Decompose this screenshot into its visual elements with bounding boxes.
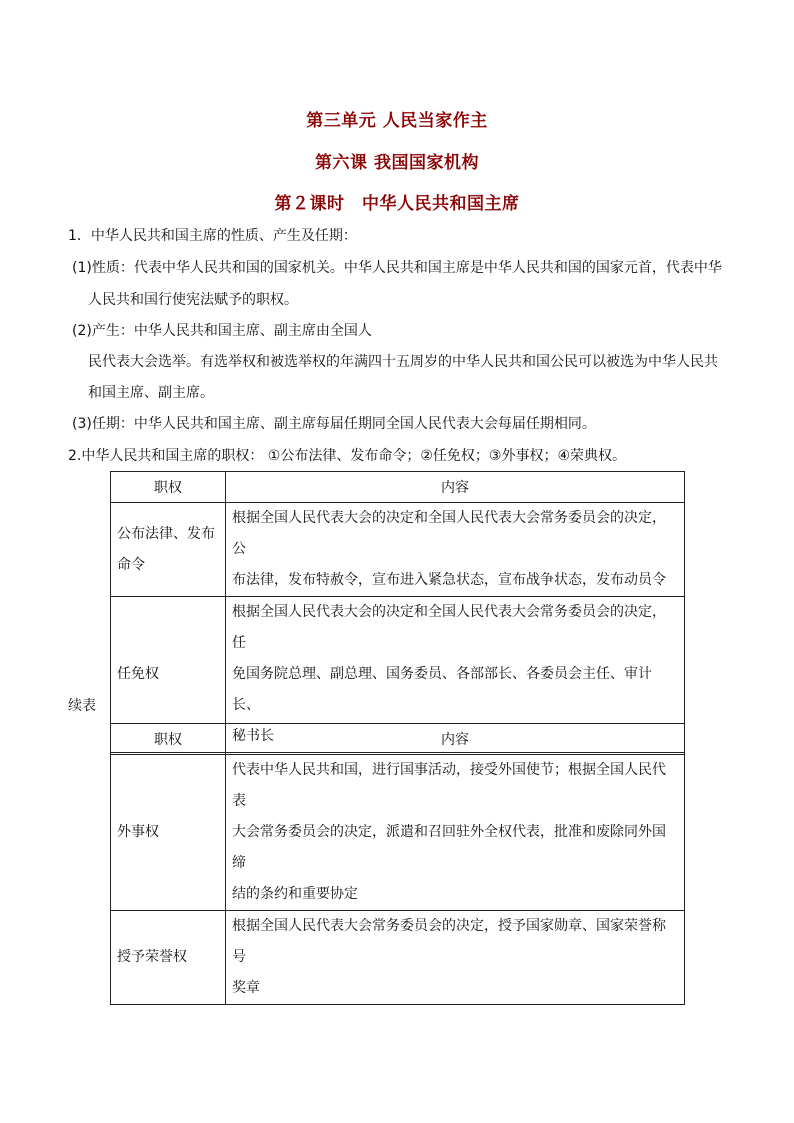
table-row xyxy=(111,503,685,597)
content-line: 根据全国人民代表大会常务委员会的决定，授予国家勋章、国家荣誉称号 xyxy=(232,918,666,965)
term-line: (3)任期：中华人民共和国主席、副主席每届任期同全国人民代表大会每届任期相同。 xyxy=(72,416,596,432)
power-line: 授予荣誉权 xyxy=(117,949,187,965)
content-cell xyxy=(226,503,685,597)
origin-line-1: (2)产生：中华人民共和国主席、副主席由全国人 xyxy=(72,323,372,339)
origin-line-3: 和国主席、副主席。 xyxy=(88,385,214,401)
power-line: 命令 xyxy=(117,556,145,573)
content-line: 布法律，发布特赦令，宣布进入紧急状态，宣布战争状态，发布动员令 xyxy=(232,572,666,588)
content-cell xyxy=(226,911,685,1005)
content-line: 根据全国人民代表大会的决定和全国人民代表大会常务委员会的决定，公 xyxy=(232,510,666,557)
section2-title: 2.中华人民共和国主席的职权： ①公布法律、发布命令；②任免权；③外事权；④荣典权。 xyxy=(68,448,627,464)
section1-title: 1．中华人民共和国主席的性质、产生及任期： xyxy=(68,228,357,244)
table-row xyxy=(111,911,685,1005)
powers-table xyxy=(110,471,685,753)
table-row xyxy=(111,755,685,911)
power-line: 公布法律、发布 xyxy=(117,525,215,542)
header-power: 职权 xyxy=(111,724,226,755)
content-line: 结的条约和重要协定 xyxy=(232,886,358,902)
powers-table-continued xyxy=(110,723,685,1005)
content-cell xyxy=(226,755,685,911)
continued-label: 续表 xyxy=(68,698,96,714)
content-line: 代表中华人民共和国，进行国事活动，接受外国使节；根据全国人民代表 xyxy=(232,762,666,809)
content-line: 秘书长 xyxy=(232,728,274,744)
power-cell xyxy=(111,503,226,597)
content-line: 奖章 xyxy=(232,980,260,996)
content-line: 根据全国人民代表大会的决定和全国人民代表大会常务委员会的决定，任 xyxy=(232,604,666,651)
power-cell xyxy=(111,911,226,1005)
power-cell xyxy=(111,755,226,911)
content-line: 大会常务委员会的决定，派遣和召回驻外全权代表，批准和废除同外国缔 xyxy=(232,824,666,871)
header-content: 内容 xyxy=(226,472,685,503)
power-line: 任免权 xyxy=(117,666,159,682)
header-power: 职权 xyxy=(111,472,226,503)
nature-line-2: 人民共和国行使宪法赋予的职权。 xyxy=(88,292,298,308)
power-line: 外事权 xyxy=(117,824,159,840)
nature-line-1: (1)性质：代表中华人民共和国的国家机关。中华人民共和国主席是中华人民共和国的国家元首，代表中华 xyxy=(72,260,722,276)
table-header-row xyxy=(111,472,685,503)
header-content: 内容 xyxy=(226,724,685,755)
content-line: 免国务院总理、副总理、国务委员、各部部长、各委员会主任、审计长、 xyxy=(232,666,652,713)
origin-line-2: 民代表大会选举。有选举权和被选举权的年满四十五周岁的中华人民共和国公民可以被选为中华人民共 xyxy=(88,354,718,370)
period-heading: 第２课时 中华人民共和国主席 xyxy=(274,194,520,214)
table-header-row xyxy=(111,724,685,755)
lesson-heading: 第六课 我国国家机构 xyxy=(315,153,479,173)
unit-heading: 第三单元 人民当家作主 xyxy=(306,111,488,131)
